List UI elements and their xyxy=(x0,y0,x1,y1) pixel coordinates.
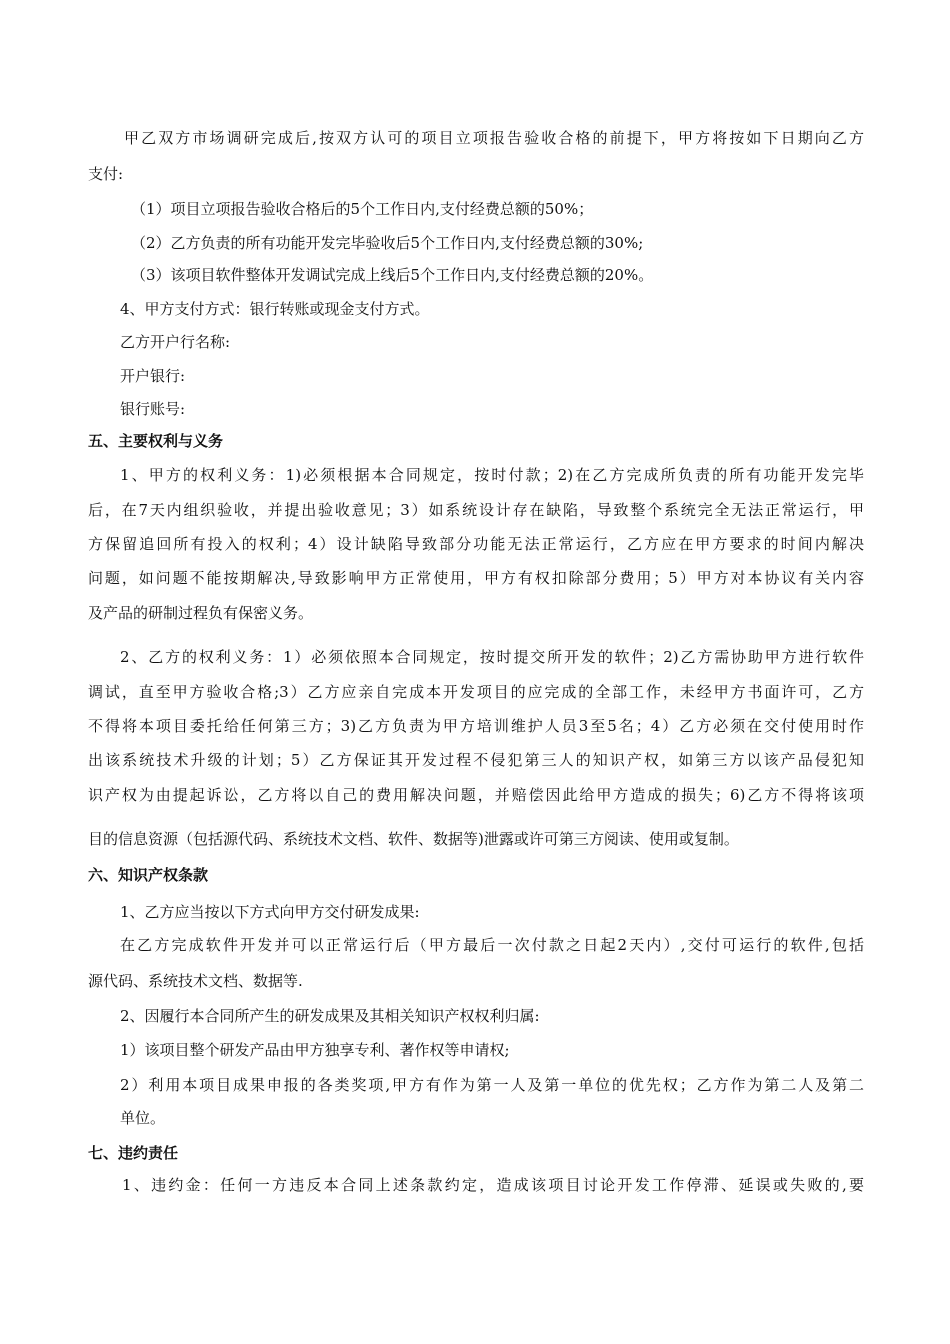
list-item: （3）该项目软件整体开发调试完成上线后5个工作日内,支付经费总额的20%。 xyxy=(131,266,654,284)
paragraph-line: 1、违约金：任何一方违反本合同上述条款约定，造成该项目讨论开发工作停滞、延误或失败的,要 xyxy=(122,1176,864,1194)
paragraph-line: 目的信息资源（包括源代码、系统技术文档、软件、数据等)泄露或许可第三方阅读、使用或复制。 xyxy=(88,830,739,848)
list-item: （2）乙方负责的所有功能开发完毕验收后5个工作日内,支付经费总额的30%; xyxy=(131,234,644,252)
paragraph-line: 识产权为由提起诉讼，乙方将以自己的费用解决问题，并赔偿因此给甲方造成的损失；6)乙方不得将该项 xyxy=(88,786,864,804)
bank-label: 开户银行: xyxy=(120,367,186,385)
paragraph-line: 源代码、系统技术文档、数据等. xyxy=(88,972,303,990)
paragraph-line: 方保留追回所有投入的权利；4）设计缺陷导致部分功能无法正常运行，乙方应在甲方要求的时间内解决 xyxy=(88,535,864,553)
paragraph-line: 4、甲方支付方式：银行转账或现金支付方式。 xyxy=(120,300,430,318)
bank-name-label: 乙方开户行名称: xyxy=(120,333,231,351)
paragraph-line: 出该系统技术升级的计划；5）乙方保证其开发过程不侵犯第三人的知识产权，如第三方以该产品侵犯知 xyxy=(88,751,864,769)
paragraph-line: 支付: xyxy=(88,165,124,183)
paragraph-line: 在乙方完成软件开发并可以正常运行后（甲方最后一次付款之日起2天内）,交付可运行的软件,包括 xyxy=(120,936,864,954)
list-item: 1）该项目整个研发产品由甲方独享专利、著作权等申请权; xyxy=(120,1041,510,1059)
paragraph-line: 及产品的研制过程负有保密义务。 xyxy=(88,604,314,622)
paragraph-line: 调试，直至甲方验收合格;3）乙方应亲自完成本开发项目的应完成的全部工作，未经甲方书面许可，乙方 xyxy=(88,683,864,701)
paragraph-line: 1、甲方的权利义务：1)必须根据本合同规定，按时付款；2)在乙方完成所负责的所有功能开发完毕 xyxy=(120,466,864,484)
paragraph-line: 问题，如问题不能按期解决,导致影响甲方正常使用，甲方有权扣除部分费用；5）甲方对本协议有关内容 xyxy=(88,569,864,587)
paragraph-line: 1、乙方应当按以下方式向甲方交付研发成果: xyxy=(120,903,420,921)
list-item: 单位。 xyxy=(120,1109,166,1127)
account-label: 银行账号: xyxy=(120,400,186,418)
paragraph-line: 2、因履行本合同所产生的研发成果及其相关知识产权权利归属: xyxy=(120,1007,540,1025)
paragraph-line: 甲乙双方市场调研完成后,按双方认可的项目立项报告验收合格的前提下，甲方将按如下日期向乙方 xyxy=(124,129,864,147)
section-heading: 七、违约责任 xyxy=(88,1144,179,1162)
paragraph-line: 2、乙方的权利义务：1）必须依照本合同规定，按时提交所开发的软件；2)乙方需协助甲方进行软件 xyxy=(120,648,864,666)
list-item: 2）利用本项目成果申报的各类奖项,甲方有作为第一人及第一单位的优先权；乙方作为第二人及第二 xyxy=(120,1076,864,1094)
section-heading: 六、知识产权条款 xyxy=(88,866,209,884)
paragraph-line: 后，在7天内组织验收，并提出验收意见；3）如系统设计存在缺陷，导致整个系统完全无法正常运行，甲 xyxy=(88,501,864,519)
section-heading: 五、主要权利与义务 xyxy=(88,432,224,450)
paragraph-line: 不得将本项目委托给任何第三方；3)乙方负责为甲方培训维护人员3至5名；4）乙方必须在交付使用时作 xyxy=(88,717,864,735)
list-item: （1）项目立项报告验收合格后的5个工作日内,支付经费总额的50%； xyxy=(131,200,594,218)
